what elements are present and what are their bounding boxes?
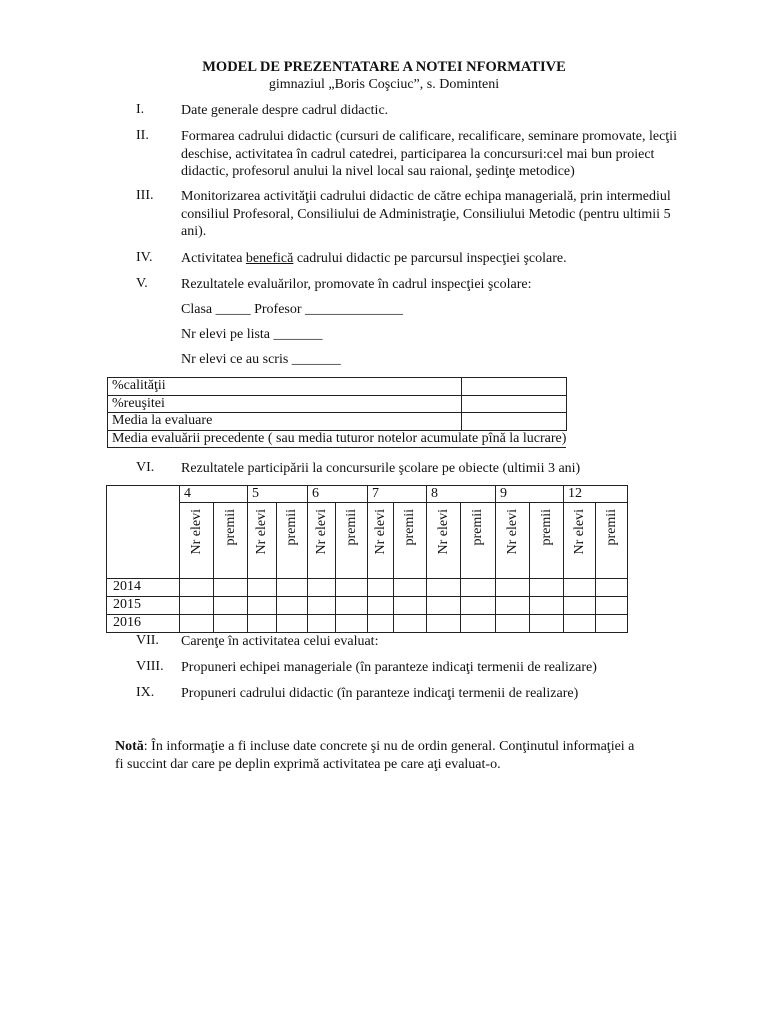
table-cell <box>564 615 596 633</box>
table-cell <box>180 579 214 597</box>
table-cell: %calităţii <box>108 378 462 396</box>
grade-header: 9 <box>496 486 564 503</box>
nr-elevi-header <box>180 503 214 579</box>
section-number: I. <box>136 102 145 117</box>
table-row <box>108 378 567 396</box>
nr-elevi-header <box>564 503 596 579</box>
table-cell <box>308 597 336 615</box>
table-cell: %reuşitei <box>108 395 462 413</box>
table-cell <box>461 395 566 413</box>
section-v <box>136 276 696 294</box>
header-label: premii <box>402 509 417 546</box>
table-cell <box>248 597 277 615</box>
table-cell <box>461 413 566 431</box>
section-text: Formarea cadrului didactic (cursuri de calificare, recalificare, seminare promovate, lecţii deschise, activitatea în cadrul catedrei, participarea la concursuri:cel mai bun proiect didactic, profesorul anului la nivel local sau raional, şedinţe metodice) <box>181 129 677 179</box>
header-label: Nr elevi <box>372 509 388 555</box>
table-cell <box>496 579 530 597</box>
year-cell: 2015 <box>107 597 180 615</box>
table-cell <box>427 615 461 633</box>
premii-header <box>596 503 628 579</box>
section-text: Rezultatele evaluărilor, promovate în cadrul inspecţiei şcolare: <box>181 277 532 292</box>
header-label: Nr elevi <box>504 509 520 555</box>
nr-elevi-scris-field: Nr elevi ce au scris _______ <box>181 352 341 367</box>
evaluation-table <box>107 377 567 448</box>
table-cell <box>427 597 461 615</box>
header-label: Nr elevi <box>313 509 329 555</box>
table-cell <box>368 579 394 597</box>
table-cell <box>277 597 308 615</box>
section-text-pre: Activitatea <box>181 251 246 266</box>
table-cell <box>530 579 564 597</box>
table-cell <box>461 615 496 633</box>
section-number: IV. <box>136 250 153 265</box>
table-cell: Media la evaluare <box>108 413 462 431</box>
header-label: Nr elevi <box>188 509 204 555</box>
table-cell <box>530 615 564 633</box>
header-label: Nr elevi <box>254 509 269 555</box>
section-number: III. <box>136 188 154 203</box>
premii-header <box>461 503 496 579</box>
premii-header <box>530 503 564 579</box>
section-i <box>136 102 696 120</box>
grade-header: 4 <box>180 486 248 503</box>
table-cell <box>277 615 308 633</box>
table-cell <box>308 579 336 597</box>
section-number: VI. <box>136 460 155 475</box>
section-number: IX. <box>136 685 155 700</box>
table-cell <box>530 597 564 615</box>
section-ix <box>136 685 696 703</box>
table-cell <box>248 579 277 597</box>
table-cell <box>461 579 496 597</box>
table-cell <box>564 579 596 597</box>
section-iv <box>136 250 696 268</box>
nota-text: : În informaţie a fi incluse date concrete şi nu de ordin general. Conţinutul informaţiei a fi succint dar care pe deplin exprimă activitatea pe care aţi evaluat-o. <box>115 739 635 772</box>
grade-header: 7 <box>368 486 427 503</box>
grade-header: 5 <box>248 486 308 503</box>
table-cell <box>214 579 248 597</box>
year-cell: 2014 <box>107 579 180 597</box>
table-cell <box>180 597 214 615</box>
table-cell <box>461 378 566 396</box>
grade-header: 12 <box>564 486 628 503</box>
section-number: VII. <box>136 633 159 648</box>
table-cell <box>461 597 496 615</box>
nr-elevi-header <box>308 503 336 579</box>
table-cell <box>277 579 308 597</box>
section-text: Propuneri echipei manageriale (în paranteze indicaţi termenii de realizare) <box>181 660 597 675</box>
table-cell: Media evaluării precedente ( sau media tuturor notelor acumulate pînă la lucrare) <box>108 430 567 448</box>
table-row <box>107 486 628 503</box>
section-number: V. <box>136 276 148 291</box>
table-cell <box>180 615 214 633</box>
header-label: premii <box>222 509 238 546</box>
section-number: VIII. <box>136 659 164 674</box>
table-cell <box>368 615 394 633</box>
table-cell <box>368 597 394 615</box>
section-number: II. <box>136 128 149 143</box>
table-cell <box>336 597 368 615</box>
nr-elevi-header <box>368 503 394 579</box>
table-row <box>107 597 628 615</box>
year-cell: 2016 <box>107 615 180 633</box>
nr-elevi-lista-field: Nr elevi pe lista _______ <box>181 327 323 342</box>
table-cell <box>248 615 277 633</box>
table-cell <box>394 597 427 615</box>
table-cell <box>308 615 336 633</box>
section-viii <box>136 659 696 677</box>
school-subtitle: gimnaziul „Boris Coşciuc”, s. Dominteni <box>268 77 500 92</box>
table-cell <box>596 597 628 615</box>
premii-header <box>394 503 427 579</box>
table-cell <box>107 486 180 579</box>
header-label: premii <box>603 509 619 546</box>
nota-label: Notă <box>115 739 144 754</box>
section-text: Rezultatele participării la concursurile şcolare pe obiecte (ultimii 3 ani) <box>181 461 581 476</box>
section-text: Propuneri cadrului didactic (în paranteze indicaţi termenii de realizare) <box>181 686 579 701</box>
premii-header <box>277 503 308 579</box>
header-label: premii <box>284 509 299 546</box>
table-row <box>107 615 628 633</box>
section-ii <box>136 128 696 181</box>
premii-header <box>214 503 248 579</box>
nr-elevi-header <box>427 503 461 579</box>
table-cell <box>596 579 628 597</box>
section-iii <box>136 188 696 241</box>
grade-header: 6 <box>308 486 368 503</box>
table-cell <box>214 615 248 633</box>
section-vi <box>136 460 696 478</box>
grade-header: 8 <box>427 486 496 503</box>
nr-elevi-header <box>248 503 277 579</box>
table-cell <box>496 597 530 615</box>
section-text: Date generale despre cadrul didactic. <box>181 103 389 118</box>
table-cell <box>596 615 628 633</box>
clasa-profesor-field: Clasa _____ Profesor ______________ <box>181 302 404 317</box>
nr-elevi-header <box>496 503 530 579</box>
table-row <box>108 430 567 448</box>
header-label: Nr elevi <box>571 509 587 555</box>
section-text-post: cadrului didactic pe parcursul inspecţiei şcolare. <box>293 251 567 266</box>
table-cell <box>394 579 427 597</box>
page-title: MODEL DE PREZENTATARE A NOTEI NFORMATIVE <box>202 59 566 75</box>
section-text: Carenţe în activitatea celui evaluat: <box>181 634 379 649</box>
table-cell <box>427 579 461 597</box>
table-row <box>107 579 628 597</box>
section-text: Monitorizarea activităţii cadrului didactic de către echipa managerială, prin intermediul consiliul Profesoral, Consiliului de Administraţie, Consiliului Metodic (pentru ultimii 5 ani). <box>181 189 671 239</box>
table-cell <box>214 597 248 615</box>
section-text <box>181 250 696 268</box>
section-text-underlined: benefică <box>245 251 294 266</box>
table-cell <box>336 579 368 597</box>
table-cell <box>336 615 368 633</box>
contest-table <box>106 485 628 633</box>
header-label: Nr elevi <box>435 509 451 555</box>
table-cell <box>564 597 596 615</box>
table-row <box>108 413 567 431</box>
table-cell <box>496 615 530 633</box>
header-label: premii <box>343 509 359 546</box>
header-label: premii <box>470 509 485 546</box>
premii-header <box>336 503 368 579</box>
section-vii <box>136 633 696 651</box>
nota-paragraph <box>115 738 645 773</box>
table-row <box>107 503 628 579</box>
table-cell <box>394 615 427 633</box>
header-label: premii <box>538 509 554 546</box>
table-row <box>108 395 567 413</box>
